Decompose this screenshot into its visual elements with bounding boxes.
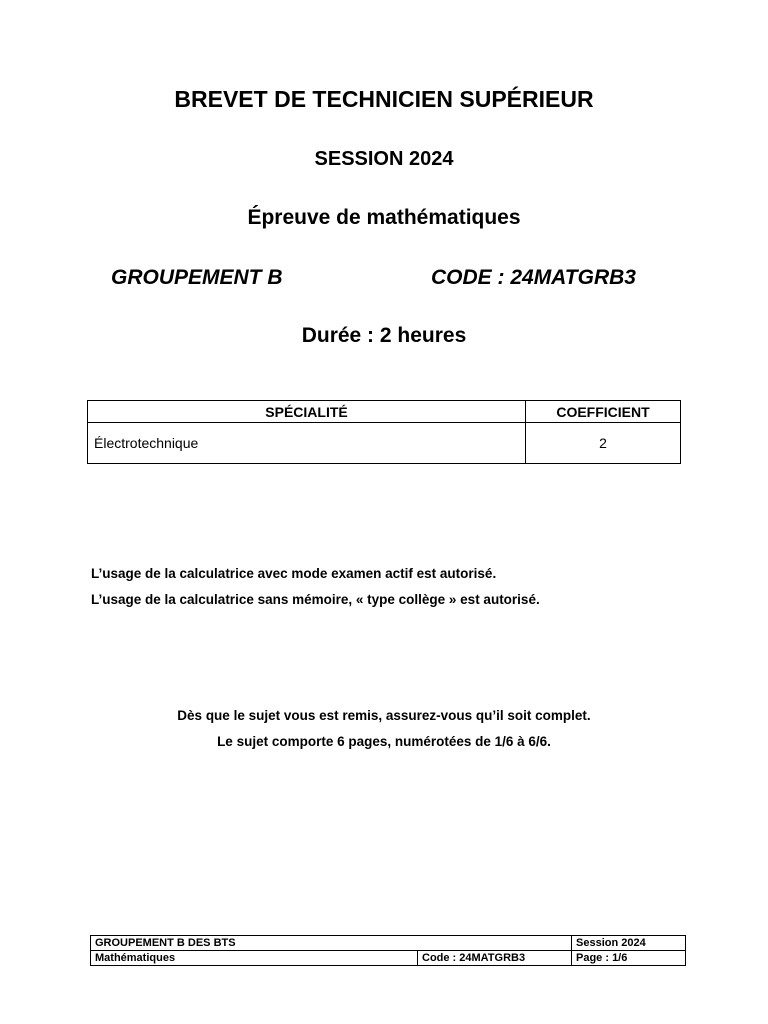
document-title: BREVET DE TECHNICIEN SUPÉRIEUR [174,86,594,112]
groupement-label: GROUPEMENT B [111,266,283,289]
exam-code-label: CODE : 24MATGRB3 [431,266,636,289]
duration-heading: Durée : 2 heures [301,324,467,347]
footer-group-cell: GROUPEMENT B DES BTS [91,936,572,951]
coefficient-cell: 2 [526,423,681,464]
footer-row-2 [91,951,686,966]
table-row [88,423,681,464]
specialty-cell: Électrotechnique [88,423,526,464]
coefficient-column-header: COEFFICIENT [526,401,681,423]
page-count-notice: Le sujet comporte 6 pages, numérotées de 1/6 à 6/6. [217,734,551,749]
footer-table [90,935,686,966]
footer-session-cell: Session 2024 [572,936,686,951]
specialty-table-header-row [88,401,681,423]
specialty-column-header: SPÉCIALITÉ [88,401,526,423]
exam-subject-heading: Épreuve de mathématiques [247,206,521,229]
footer-row-1 [91,936,686,951]
footer-page-cell: Page : 1/6 [572,951,686,966]
footer-subject-cell: Mathématiques [91,951,418,966]
calculator-rule-1: L’usage de la calculatrice avec mode examen actif est autorisé. [91,566,497,581]
specialty-table [87,400,681,464]
session-heading: SESSION 2024 [314,148,454,170]
calculator-rule-2: L’usage de la calculatrice sans mémoire, « type collège » est autorisé. [91,592,540,607]
footer-code-cell: Code : 24MATGRB3 [418,951,572,966]
completeness-notice: Dès que le sujet vous est remis, assurez-vous qu’il soit complet. [177,708,591,723]
